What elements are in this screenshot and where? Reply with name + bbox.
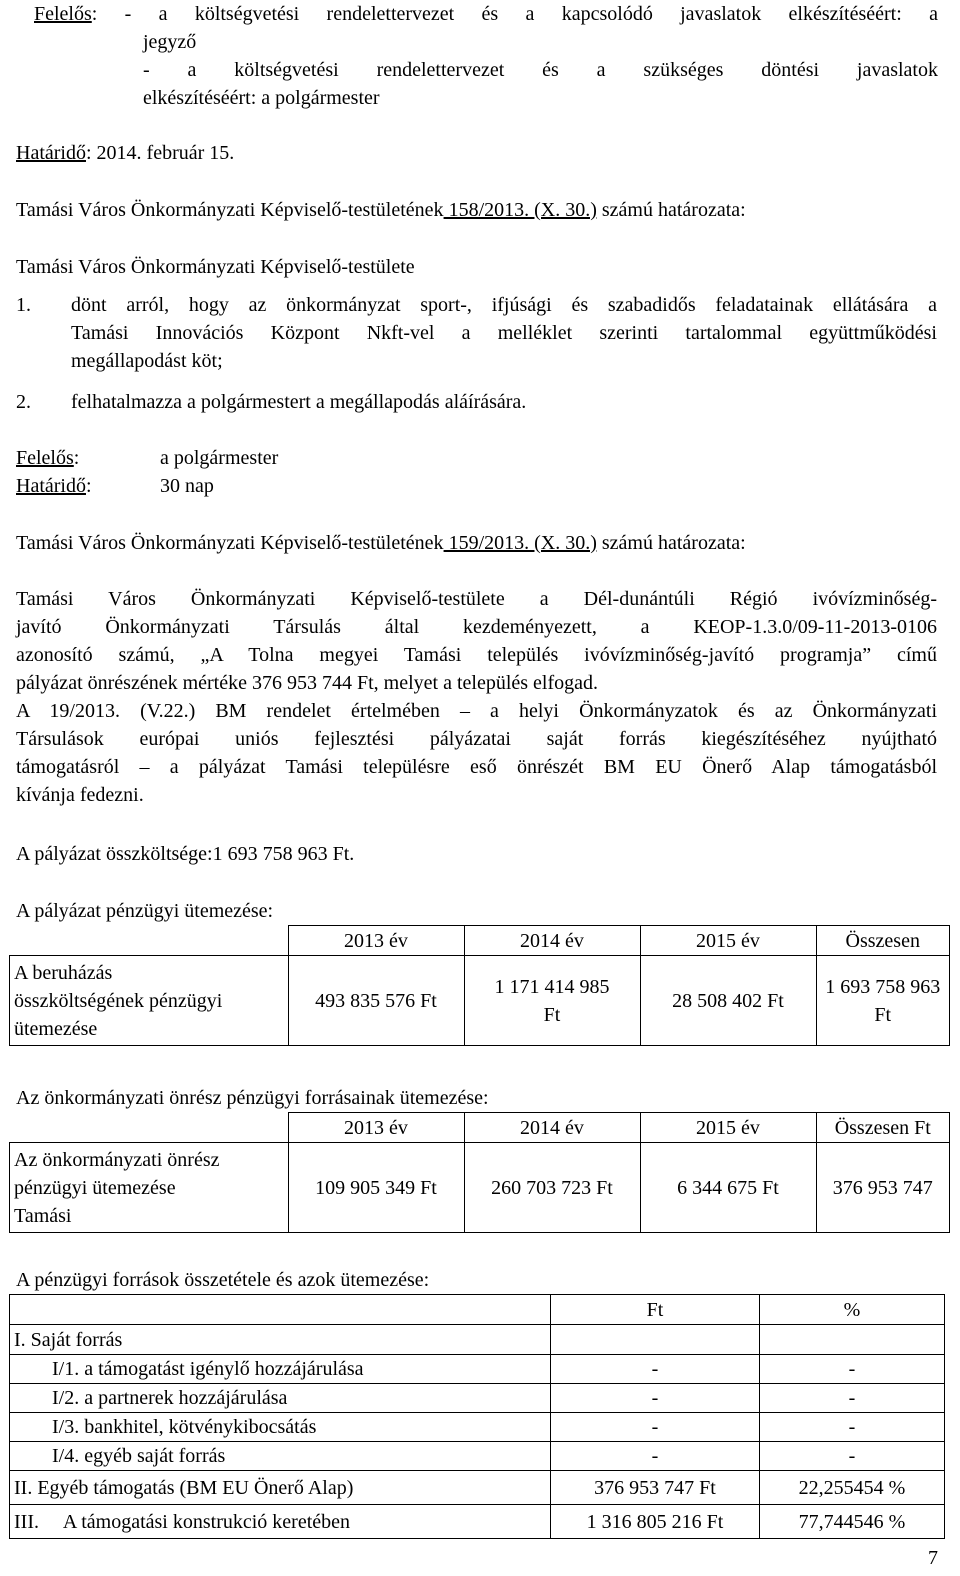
res158-item1-line3: megállapodást köt; — [71, 350, 223, 372]
res158-item1-line2: Tamási Innovációs Központ Nkft-vel a melléklet szerinti tartalommal együttműködési — [71, 322, 937, 344]
table1-header-empty — [10, 926, 289, 956]
res159-body — [16, 585, 937, 809]
res159-heading-num: 159/2013. (X. 30.) — [443, 532, 597, 554]
table1-caption: A pályázat pénzügyi ütemezése: — [16, 900, 274, 922]
res158-item2-num: 2. — [16, 391, 31, 413]
table2-header-2015: 2015 év — [640, 1113, 816, 1143]
res159-line8: kívánja fedezni. — [16, 784, 144, 806]
table3-row-label: I/2. a partnerek hozzájárulása — [10, 1384, 551, 1413]
table3-row-ft: - — [551, 1413, 760, 1442]
table-row — [10, 1413, 945, 1442]
table3-row-label: I/1. a támogatást igénylő hozzájárulása — [10, 1355, 551, 1384]
table1-cell-total-l2: Ft — [874, 1003, 892, 1026]
table3-row-pct: 77,744546 % — [760, 1505, 945, 1539]
table2-row-label-l3: Tamási — [14, 1204, 72, 1227]
res159-line1: Tamási Város Önkormányzati Képviselő-testülete a Dél-dunántúli Régió ivóvízminőség- — [16, 588, 937, 610]
res158-felelos-label: Felelős: — [16, 447, 80, 469]
res158-felelos-value: a polgármester — [160, 447, 279, 469]
table3-row-ft: 376 953 747 Ft — [551, 1471, 760, 1505]
table1-header-total: Összesen — [816, 926, 950, 956]
table3-row-ft: - — [551, 1442, 760, 1471]
res158-subject: Tamási Város Önkormányzati Képviselő-testülete — [16, 256, 415, 278]
table2-header-2014: 2014 év — [464, 1113, 640, 1143]
table3-header-ft: Ft — [551, 1295, 760, 1325]
table3 — [9, 1294, 945, 1539]
table3-row-pct — [760, 1325, 945, 1355]
felelos-top-line2b: elkészítéséért: a polgármester — [143, 87, 380, 109]
table1-row-label-l2: összköltségének pénzügyi — [14, 989, 223, 1012]
table1-header-row — [10, 926, 950, 956]
table2-row-label-l1: Az önkormányzati önrész — [14, 1148, 220, 1171]
table2-row-label-l2: pénzügyi ütemezése — [14, 1176, 176, 1199]
felelos-top-block — [34, 0, 938, 112]
table2-caption: Az önkormányzati önrész pénzügyi forrásainak ütemezése: — [16, 1087, 489, 1109]
table-row — [10, 1355, 945, 1384]
table3-header-empty — [10, 1295, 551, 1325]
table3-row-ft: - — [551, 1355, 760, 1384]
table-row — [10, 1442, 945, 1471]
felelos-top-line1b: jegyző — [143, 31, 197, 53]
table1-cell-2014 — [464, 956, 640, 1046]
table3-row-pct: - — [760, 1413, 945, 1442]
table1-cell-total-l1: 1 693 758 963 — [825, 975, 941, 998]
table1-row-label-l1: A beruházás — [14, 961, 113, 984]
table3-row-pct: - — [760, 1384, 945, 1413]
table1 — [9, 925, 950, 1046]
page-number: 7 — [928, 1547, 938, 1569]
table3-row-label: I/3. bankhitel, kötvénykibocsátás — [10, 1413, 551, 1442]
table1-row-label — [10, 956, 289, 1046]
table-row — [10, 1471, 945, 1505]
res159-heading — [16, 529, 746, 557]
table-row — [10, 1505, 945, 1539]
table2-header-empty — [10, 1113, 289, 1143]
table2-cell-2014: 260 703 723 Ft — [464, 1143, 640, 1233]
table1-cell-2015: 28 508 402 Ft — [640, 956, 816, 1046]
res159-line5: A 19/2013. (V.22.) BM rendelet értelmében – a helyi Önkormányzatok és az Önkormányzati — [16, 700, 937, 722]
table1-cell-2013: 493 835 576 Ft — [288, 956, 464, 1046]
res158-heading-post: számú határozata: — [596, 199, 746, 221]
table-row — [10, 1384, 945, 1413]
hatarido-top — [16, 139, 234, 167]
table3-row-ft: 1 316 805 216 Ft — [551, 1505, 760, 1539]
table1-cell-2014-l1: 1 171 414 985 — [494, 975, 610, 998]
felelos-top-line1 — [34, 0, 938, 28]
table2-cell-2013: 109 905 349 Ft — [288, 1143, 464, 1233]
table3-row-ft: - — [551, 1384, 760, 1413]
table3-row-label: II. Egyéb támogatás (BM EU Önerő Alap) — [10, 1471, 551, 1505]
res158-hatarido-label-text: Határidő — [16, 475, 86, 497]
table3-row-label: I/4. egyéb saját forrás — [10, 1442, 551, 1471]
table3-row-label: III. A támogatási konstrukció keretében — [10, 1505, 551, 1539]
felelos-label: Felelős — [34, 3, 92, 25]
res159-line2: javító Önkormányzati Társulás által kezdeményezett, a KEOP-1.3.0/09-11-2013-0106 — [16, 616, 937, 638]
table2-header-row — [10, 1113, 950, 1143]
res158-hatarido-label: Határidő: — [16, 475, 92, 497]
res159-line4: pályázat önrészének mértéke 376 953 744 Ft, melyet a település elfogad. — [16, 672, 599, 694]
res158-heading-num: 158/2013. (X. 30.) — [443, 199, 597, 221]
res158-heading-pre: Tamási Város Önkormányzati Képviselő-testületének — [16, 199, 444, 221]
table3-row-pct: 22,255454 % — [760, 1471, 945, 1505]
table1-header-2014: 2014 év — [464, 926, 640, 956]
table2-row — [10, 1143, 950, 1233]
table3-row-ft — [551, 1325, 760, 1355]
hatarido-label: Határidő — [16, 142, 86, 164]
table2-header-total: Összesen Ft — [816, 1113, 950, 1143]
table2-cell-total: 376 953 747 — [816, 1143, 950, 1233]
res159-line6: Társulások európai uniós fejlesztési pályázatai saját forrás kiegészítéséhez nyújtható — [16, 728, 937, 750]
res158-item1-num: 1. — [16, 294, 31, 316]
table3-header-row — [10, 1295, 945, 1325]
table1-header-2013: 2013 év — [288, 926, 464, 956]
res158-hatarido-value: 30 nap — [160, 475, 214, 497]
res158-item1 — [71, 291, 937, 375]
table3-row-pct: - — [760, 1442, 945, 1471]
table2-cell-2015: 6 344 675 Ft — [640, 1143, 816, 1233]
felelos-top-text1: : - a költségvetési rendelettervezet és a kapcsolódó javaslatok elkészítéséért: a — [91, 3, 938, 25]
res158-heading — [16, 196, 746, 224]
table1-row-label-l3: ütemezése — [14, 1017, 98, 1040]
res159-heading-pre: Tamási Város Önkormányzati Képviselő-testületének — [16, 532, 444, 554]
table3-row-pct: - — [760, 1355, 945, 1384]
res159-line3: azonosító számú, „A Tolna megyei Tamási település ivóvízminőség-javító programja” című — [16, 644, 937, 666]
table1-cell-2014-l2: Ft — [543, 1003, 561, 1026]
table1-header-2015: 2015 év — [640, 926, 816, 956]
table3-caption: A pénzügyi források összetétele és azok ütemezése: — [16, 1269, 430, 1291]
res158-item1-line1: dönt arról, hogy az önkormányzat sport-, ifjúsági és szabadidős feladatainak ellátására a — [71, 294, 937, 316]
table3-row-label: I. Saját forrás — [10, 1325, 551, 1355]
felelos-top-line2: - a költségvetési rendelettervezet és a szükséges döntési javaslatok — [143, 59, 938, 81]
table1-cell-total — [816, 956, 950, 1046]
table-row — [10, 1325, 945, 1355]
res159-total: A pályázat összköltsége:1 693 758 963 Ft. — [16, 843, 355, 865]
table2-header-2013: 2013 év — [288, 1113, 464, 1143]
table2-row-label — [10, 1143, 289, 1233]
res158-felelos-label-text: Felelős — [16, 447, 74, 469]
table1-row — [10, 956, 950, 1046]
res159-heading-post: számú határozata: — [596, 532, 746, 554]
hatarido-value: : 2014. február 15. — [85, 142, 235, 164]
res158-item2: felhatalmazza a polgármestert a megállapodás aláírására. — [71, 391, 527, 413]
table2 — [9, 1112, 950, 1233]
table3-header-pct: % — [760, 1295, 945, 1325]
res159-line7: támogatásról – a pályázat Tamási településre eső önrészét BM EU Önerő Alap támogatásból — [16, 756, 937, 778]
